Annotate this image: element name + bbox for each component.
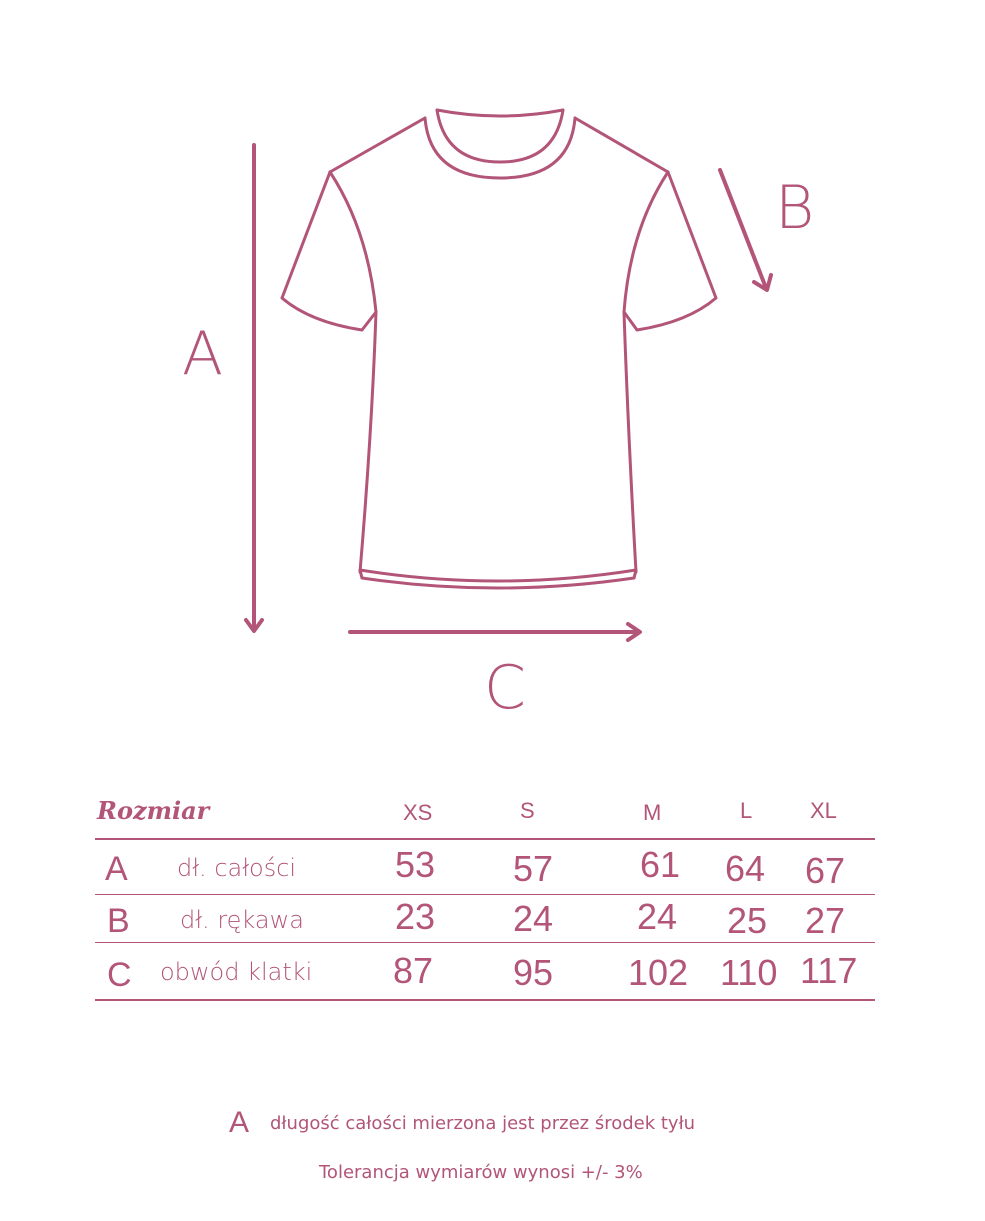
size-table-header — [95, 790, 875, 834]
value-l: 25 — [727, 900, 768, 941]
size-column-label: Rozmiar — [97, 796, 210, 825]
row-letter: C — [107, 956, 132, 994]
value-xl: 117 — [800, 950, 858, 991]
table-row — [95, 842, 875, 894]
table-bottom-divider — [95, 999, 875, 1001]
row-label: obwód klatki — [160, 958, 313, 986]
value-l: 110 — [720, 952, 778, 993]
measurement-note: długość całości mierzona jest przez środek tyłu — [270, 1113, 696, 1134]
row-divider — [95, 894, 875, 895]
dimension-label-a: A — [182, 319, 224, 389]
value-xs: 87 — [393, 950, 434, 991]
size-header-xs: XS — [403, 800, 433, 825]
value-s: 24 — [513, 898, 554, 939]
tolerance-note: Tolerancja wymiarów wynosi +/- 3% — [319, 1162, 643, 1183]
row-letter: B — [107, 902, 130, 940]
value-m: 24 — [637, 896, 678, 937]
dimension-label-c: C — [484, 653, 526, 723]
row-label: dł. całości — [177, 854, 297, 882]
value-xl: 27 — [805, 900, 846, 941]
header-divider — [95, 838, 875, 840]
note-letter: A — [229, 1106, 250, 1139]
size-header-s: S — [520, 798, 535, 823]
value-xs: 23 — [395, 896, 436, 937]
row-letter: A — [105, 850, 128, 888]
value-l: 64 — [725, 848, 766, 889]
table-row — [95, 896, 875, 944]
value-xs: 53 — [395, 844, 436, 885]
size-header-xl: XL — [810, 798, 837, 823]
row-divider — [95, 942, 875, 943]
row-label: dł. rękawa — [180, 906, 304, 934]
size-header-m: M — [643, 800, 662, 825]
table-row — [95, 946, 875, 998]
value-s: 57 — [513, 848, 554, 889]
dimension-label-b: B — [775, 173, 815, 243]
value-m: 61 — [640, 844, 681, 885]
value-m: 102 — [628, 952, 689, 993]
value-xl: 67 — [805, 850, 846, 891]
value-s: 95 — [513, 952, 554, 993]
size-header-l: L — [740, 798, 753, 823]
